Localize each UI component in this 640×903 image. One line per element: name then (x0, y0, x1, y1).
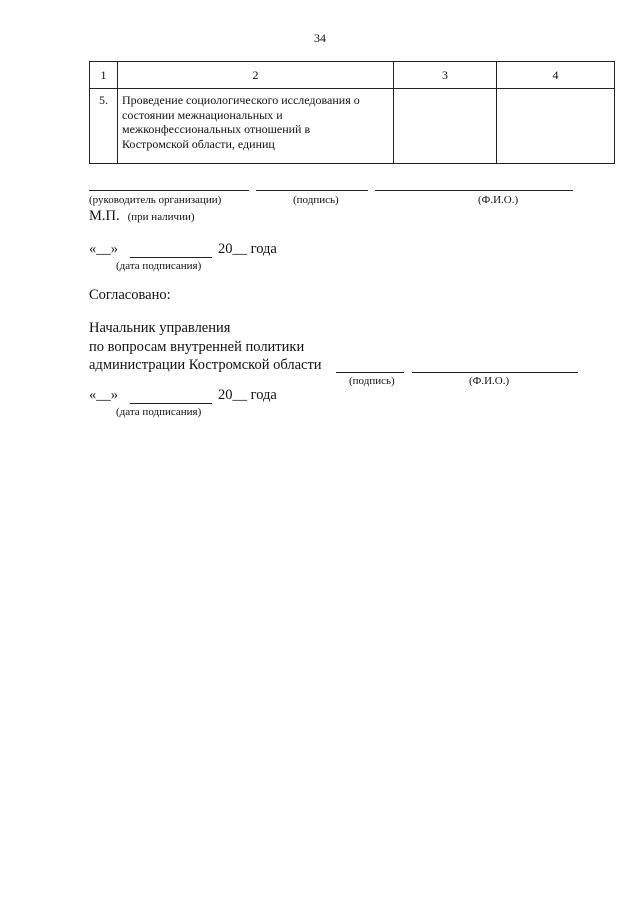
fio-line (375, 190, 573, 191)
row-number: 5. (90, 89, 118, 164)
stamp-note: (при наличии) (127, 211, 195, 223)
date-year: 20__ года (218, 241, 277, 257)
approver-position-line: администрации Костромской области (89, 357, 322, 373)
approver-date-caption: (дата подписания) (116, 406, 202, 418)
sign-caption: (подпись) (293, 194, 339, 206)
head-caption: (руководитель организации) (89, 194, 222, 206)
row-description-line: состоянии межнациональных и (122, 107, 283, 122)
header-col-3: 3 (394, 62, 497, 89)
approver-fio-caption: (Ф.И.О.) (469, 375, 510, 387)
date-prefix: «__» (89, 241, 118, 257)
row-value-col-4 (497, 89, 615, 164)
stamp-line (89, 207, 195, 225)
row-description-line: Костромской области, единиц (122, 136, 275, 151)
table-header-row (90, 62, 615, 89)
fio-caption: (Ф.И.О.) (478, 194, 519, 206)
date-month-line (130, 257, 212, 258)
date-caption: (дата подписания) (116, 260, 202, 272)
row-value-col-3 (394, 89, 497, 164)
row-description-line: межконфессиональных отношений в (122, 122, 311, 136)
approver-date-year: 20__ года (218, 387, 277, 403)
sign-line (256, 190, 368, 191)
approver-position-line: Начальник управления (89, 320, 231, 336)
header-col-1: 1 (90, 62, 118, 89)
approver-sign-caption: (подпись) (349, 375, 395, 387)
header-col-2: 2 (118, 62, 394, 89)
row-description (118, 89, 394, 164)
stamp-label: М.П. (89, 208, 120, 224)
page-number: 34 (314, 31, 326, 45)
header-col-4: 4 (497, 62, 615, 89)
report-table (89, 61, 615, 164)
approver-position-line: по вопросам внутренней политики (89, 339, 305, 355)
approver-fio-line (412, 372, 578, 373)
approver-date-prefix: «__» (89, 387, 118, 403)
table-row (90, 89, 615, 164)
agreed-label: Согласовано: (89, 287, 171, 303)
row-description-line: Проведение социологического исследования о (122, 93, 360, 107)
approver-sign-line (336, 372, 404, 373)
head-signature-line (89, 190, 249, 191)
approver-date-month-line (130, 403, 212, 404)
